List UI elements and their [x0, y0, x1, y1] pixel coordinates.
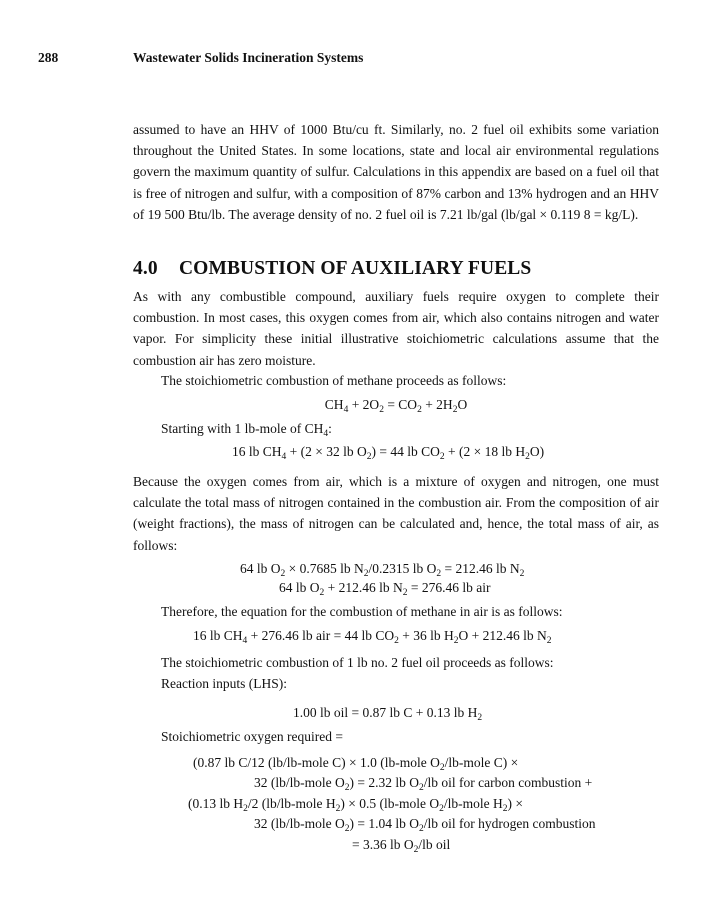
oxygen-required-text: Stoichiometric oxygen required = — [161, 729, 343, 744]
section-title: COMBUSTION OF AUXILIARY FUELS — [179, 258, 532, 279]
running-title: Wastewater Solids Incineration Systems — [133, 50, 364, 65]
section-heading — [133, 258, 531, 280]
calc-line-5: = 3.36 lb $O_2/lb$ oil — [352, 837, 451, 855]
equation-oil: 1.00 lb oil = 0.87 lb C + 0.13 lb $H_2$ — [293, 705, 483, 723]
fuel-oil-intro-text: The stoichiometric combustion of 1 lb no. 2 fuel oil proceeds as follows: — [161, 655, 554, 670]
starting-with-text: Starting with 1 lb-mole of $CH_4$: — [161, 421, 332, 439]
page-number: 288 — [38, 50, 59, 65]
equation-mass-balance: 16 lb $CH_4 + (2 \times 32$ lb $O_2) = 44$ lb $CO_2 + (2 \times 18$ lb $H_2O$) — [232, 444, 545, 462]
equation-methane — [133, 394, 659, 415]
intro-paragraph: assumed to have an HHV of 1000 Btu/cu ft. Similarly, no. 2 fuel oil exhibits some variation throughout the United States. In some locations, state and local air environmental regulations govern the maximum quantity of sulfur. Calculations in this appendix are based on a fuel oil that is free of nitrogen and sulfur, with a composition of 87% carbon and 13% hydrogen and an HHV of 19 500 Btu/lb. The average density of no. 2 fuel oil is 7.21 lb/gal (lb/gal × 0.119 8 = kg/L). — [133, 122, 659, 222]
methane-intro-text: The stoichiometric combustion of methane proceeds as follows: — [161, 373, 507, 388]
paragraph-nitrogen: Because the oxygen comes from air, which is a mixture of oxygen and nitrogen, one must calculate the total mass of nitrogen contained in the combustion air. From the composition of air (weight fractions), the mass of nitrogen can be calculated and, hence, the total mass of air, as follows: — [133, 474, 659, 553]
calc-line-4: 32 (lb/lb-mole $O_2) = 1.04$ lb $O_2/lb$ oil for hydrogen combustion — [254, 816, 596, 834]
equation-nitrogen: 64 lb $O_2 \times 0.7685$ lb $N_2/0.2315$ lb $O_2 = 212.46$ lb $N_2$ — [240, 561, 525, 579]
reaction-inputs-text: Reaction inputs (LHS): — [161, 676, 287, 691]
equation-air: 64 lb $O_2 + 212.46$ lb $N_2 = 276.46$ lb air — [279, 580, 491, 598]
calc-line-1: (0.87 lb C/12 (lb/lb-mole C) × 1.0 (lb-mole $O_2/lb$-mole C) × — [193, 755, 519, 773]
section-number: 4.0 — [133, 258, 158, 279]
therefore-text: Therefore, the equation for the combustion of methane in air is as follows: — [161, 604, 563, 619]
paragraph-combustion-air: As with any combustible compound, auxiliary fuels require oxygen to complete their combustion. In most cases, this oxygen comes from air, which also contains nitrogen and water vapor. For simplicity these initial illustrative stoichiometric calculations assume that the combustion air has zero moisture. — [133, 289, 659, 368]
calc-line-2: 32 (lb/lb-mole $O_2) = 2.32$ lb $O_2/lb$ oil for carbon combustion + — [254, 775, 593, 793]
calc-line-3: (0.13 lb $H_2/2$ (lb/lb-mole $H_2) \times 0.5$ (lb-mole $O_2/lb$-mole $H_2$) × — [188, 796, 523, 814]
equation-text: $CH_4 + 2O_2 = CO_2 + 2H_2O$ — [324, 397, 468, 415]
equation-methane-air: 16 lb $CH_4 + 276.46$ lb air = 44 lb $CO_2 + 36$ lb $H_2O + 212.46$ lb $N_2$ — [193, 628, 552, 646]
